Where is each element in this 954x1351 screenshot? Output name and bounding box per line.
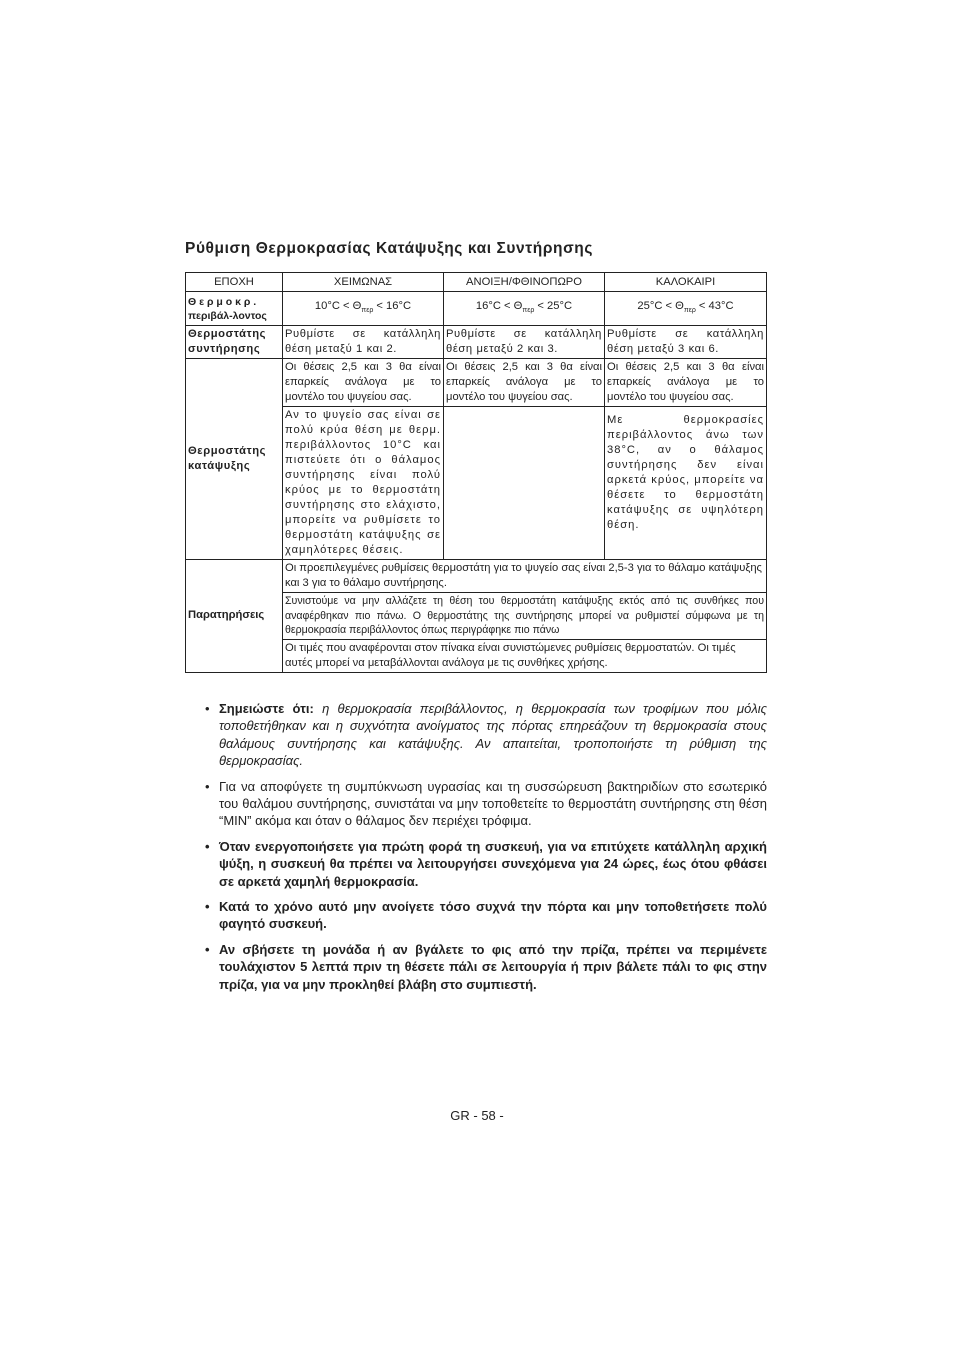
fridge-thermostat-row [186, 326, 767, 359]
page-title: Ρύθμιση Θερμοκρασίας Κατάψυξης και Συντήρησης [185, 240, 594, 257]
note-1: • Σημειώστε ότι: η θερμοκρασία περιβάλλοντος, η θερμοκρασία των τροφίμων που μόλις τοποθετήθηκαν και η συχνότητα ανοίγματος της πόρτας επηρεάζουν τη θερμοκρασία στους θαλάμους συντήρησης και κατάψυξης. Αν απαιτείται, τροποποιήστε τη ρύθμιση της θερμοκρασίας. [205, 701, 767, 769]
remark-3: Οι τιμές που αναφέρονται στον πίνακα είναι συνιστώμενες ρυθμίσεις θερμοστατών. Οι τιμές αυτές μπορεί να μεταβάλλονται ανάλογα με τις συνθήκες χρήσης. [283, 639, 767, 672]
ambient-temperature-row [186, 292, 767, 326]
row-label-ambient: Θ ε ρ μ ο κ ρ . περιβάλ-λοντος [186, 292, 283, 326]
table-header-row [186, 273, 767, 292]
fridge-spring: Ρυθμίστε σε κατάλληλη θέση μεταξύ 2 και 3. [444, 326, 605, 359]
freezer-summer-b: Με θερμοκρασίες περιβάλλοντος άνω των 38°C, αν ο θάλαμος συντήρησης δεν είναι αρκετά κρύος, μπορείτε να θέσετε το θερμοστάτη κατάψυξης σε υψηλότερη θέση. [605, 407, 767, 560]
bullet: • [205, 701, 210, 716]
bullet: • [205, 899, 210, 915]
fridge-winter: Ρυθμίστε σε κατάλληλη θέση μεταξύ 1 και 2. [283, 326, 444, 359]
freezer-thermostat-row-a [186, 359, 767, 407]
header-spring-autumn: ΑΝΟΙΞΗ/ΦΘΙΝΟΠΩΡΟ [444, 273, 605, 292]
remark-1: Οι προεπιλεγμένες ρυθμίσεις θερμοστάτη για το ψυγείο σας είναι 2,5-3 για το θάλαμο κατάψυξης και 3 για το θάλαμο συντήρησης. [283, 560, 767, 593]
temp-spring: $16^\circ C < \Theta_{\pi\varepsilon\rho} < 25^\circ C$ [444, 292, 605, 326]
freezer-spring-a: Οι θέσεις 2,5 και 3 θα είναι επαρκείς ανάλογα με το μοντέλο του ψυγείου σας. [444, 359, 605, 407]
freezer-winter-b: Αν το ψυγείο σας είναι σε πολύ κρύα θέση με θερμ. περιβάλλοντος 10°C και πιστεύετε ότι ο θάλαμος συντήρησης είναι πολύ κρύος με το θερμοστάτη συντήρησης στο ελάχιστο, μπορείτε να ρυθμίσετε το θερμοστάτη κατάψυξης σε χαμηλότερες θέσεις. [283, 407, 444, 560]
header-winter: ΧΕΙΜΩΝΑΣ [283, 273, 444, 292]
page-number: GR - 58 - [450, 1108, 504, 1123]
notes-list [205, 700, 767, 1001]
bullet: • [205, 838, 210, 854]
bullet: • [205, 778, 210, 794]
header-season: ΕΠΟΧΗ [186, 273, 283, 292]
bullet: • [205, 941, 210, 957]
note-4: • Κατά το χρόνο αυτό μην ανοίγετε τόσο συχνά την πόρτα και μην τοποθετήσετε πολύ φαγητό συσκευή. [205, 899, 767, 932]
remark-2: Συνιστούμε να μην αλλάζετε τη θέση του θερμοστάτη κατάψυξης εκτός από τις συνθήκες που αναφέρθηκαν πιο πάνω. Ο θερμοστάτης της συντήρησης μπορεί να ρυθμιστεί σύμφωνα με τη θερμοκρασία περιβάλλοντος όπως περιγράφηκε πιο πάνω [283, 593, 767, 640]
thermostat-settings-table [185, 272, 767, 673]
temp-summer: $25^\circ C < \Theta_{\pi\varepsilon\rho} < 43^\circ C$ [605, 292, 767, 326]
freezer-summer-a: Οι θέσεις 2,5 και 3 θα είναι επαρκείς ανάλογα με το μοντέλο του ψυγείου σας. [605, 359, 767, 407]
freezer-winter-a: Οι θέσεις 2,5 και 3 θα είναι επαρκείς ανάλογα με το μοντέλο του ψυγείου σας. [283, 359, 444, 407]
row-label-remarks: Παρατηρήσεις [186, 560, 283, 673]
row-label-freezer: Θερμοστάτης κατάψυξης [186, 359, 283, 560]
header-summer: ΚΑΛΟΚΑΙΡΙ [605, 273, 767, 292]
fridge-summer: Ρυθμίστε σε κατάλληλη θέση μεταξύ 3 και 6. [605, 326, 767, 359]
note-2: • Για να αποφύγετε τη συμπύκνωση υγρασίας και τη συσσώρευση βακτηριδίων στο εσωτερικό του θαλάμου συντήρησης, συνιστάται να μην τοποθετείτε το θερμοστάτη συντήρησης στη θέση “MIN” ακόμα και όταν ο θάλαμος δεν περιέχει τρόφιμα. [205, 778, 767, 829]
freezer-spring-b [444, 407, 605, 560]
temp-winter: $10^\circ C < \Theta_{\pi\varepsilon\rho} < 16^\circ C$ [283, 292, 444, 326]
remarks-row-1 [186, 560, 767, 593]
row-label-fridge: Θερμοστάτης συντήρησης [186, 326, 283, 359]
note-5: • Αν σβήσετε τη μονάδα ή αν βγάλετε το φις από την πρίζα, πρέπει να περιμένετε τουλάχιστον 5 λεπτά πριν τη θέσετε πάλι σε λειτουργία ή πριν βάλετε πάλι το φις στην πρίζα, για να μην προκληθεί βλάβη στο συμπιεστή. [205, 941, 767, 992]
note-3: • Όταν ενεργοποιήσετε για πρώτη φορά τη συσκευή, για να επιτύχετε κατάλληλη αρχική ψύξη, η συσκευή θα πρέπει να λειτουργήσει συνεχόμενα για 24 ώρες, έως ότου φθάσει σε αρκετά χαμηλή θερμοκρασία. [205, 838, 767, 889]
